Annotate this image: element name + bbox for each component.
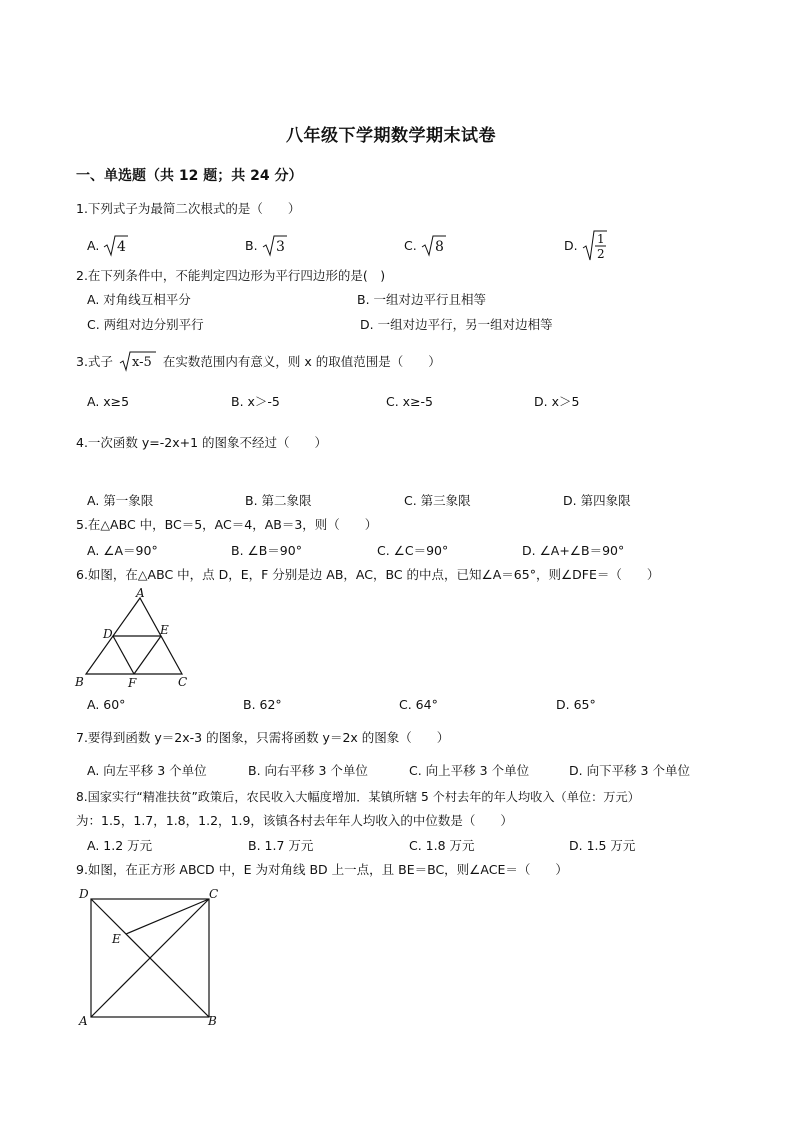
section-heading: 一、单选题（共 12 题；共 24 分） <box>76 168 303 184</box>
page-title: 八年级下学期数学期末试卷 <box>286 126 496 146</box>
question-8-option-b: B. 1.7 万元 <box>248 838 314 853</box>
question-1-option-d <box>564 228 608 265</box>
sqrt-4-expression <box>103 233 129 260</box>
square-diagonal-figure <box>72 884 224 1032</box>
question-3-prefix: 3.式子 <box>76 353 113 369</box>
figure-label-c: C <box>178 675 188 689</box>
question-2-option-b: B. 一组对边平行且相等 <box>357 292 487 307</box>
question-7-option-d: D. 向下平移 3 个单位 <box>569 763 690 778</box>
question-8-line-1: 8.国家实行“精准扶贫”政策后，农民收入大幅度增加．某镇所辖 5 个村去年的年人均收入（单位：万元） <box>76 790 640 804</box>
question-5-stem: 5.在△ABC 中，BC＝5，AC＝4，AB＝3，则（ ） <box>76 517 378 532</box>
figure-label-d: D <box>79 887 89 901</box>
figure-label-e: E <box>112 932 121 946</box>
figure-label-a: A <box>136 586 145 600</box>
question-6-option-c: C. 64° <box>399 697 438 712</box>
question-5-option-a: A. ∠A＝90° <box>87 543 158 558</box>
question-3-option-a: A. x≥5 <box>87 394 130 409</box>
svg-text:1: 1 <box>596 232 605 246</box>
question-1-stem: 1.下列式子为最简二次根式的是（ ） <box>76 201 301 216</box>
question-6-option-d: D. 65° <box>556 697 596 712</box>
question-8-option-a: A. 1.2 万元 <box>87 838 153 853</box>
figure-label-a: A <box>79 1014 88 1028</box>
figure-label-c: C <box>209 887 219 901</box>
question-4-stem: 4.一次函数 y=-2x+1 的图象不经过（ ） <box>76 435 328 450</box>
sqrt-x-minus-5-expression <box>119 350 157 375</box>
question-3-option-c: C. x≥-5 <box>386 394 434 409</box>
question-6-option-b: B. 62° <box>243 697 282 712</box>
sqrt-3-expression <box>262 233 288 260</box>
question-8-option-d: D. 1.5 万元 <box>569 838 636 853</box>
question-1-option-a <box>87 233 129 260</box>
question-8-line-2: 为：1.5，1.7，1.8，1.2，1.9，该镇各村去年年人均收入的中位数是（ ） <box>76 813 513 828</box>
question-6-stem: 6.如图，在△ABC 中，点 D，E，F 分别是边 AB，AC，BC 的中点，已知∠A＝65°，则∠DFE＝（ ） <box>76 567 660 582</box>
question-7-stem: 7.要得到函数 y＝2x-3 的图象，只需将函数 y＝2x 的图象（ ） <box>76 730 450 745</box>
question-4-option-b: B. 第二象限 <box>245 493 312 508</box>
figure-label-e: E <box>160 623 169 637</box>
svg-text:4: 4 <box>117 239 127 255</box>
option-c-label: C. <box>404 237 417 253</box>
figure-label-b: B <box>75 675 84 689</box>
question-4-option-c: C. 第三象限 <box>404 493 471 508</box>
question-1-option-b <box>245 233 288 260</box>
question-7-option-a: A. 向左平移 3 个单位 <box>87 763 207 778</box>
question-4-option-d: D. 第四象限 <box>563 493 631 508</box>
question-1-option-c <box>404 233 447 260</box>
question-6-option-a: A. 60° <box>87 697 126 712</box>
question-2-option-d: D. 一组对边平行，另一组对边相等 <box>360 317 553 332</box>
question-9-stem: 9.如图，在正方形 ABCD 中，E 为对角线 BD 上一点，且 BE＝BC，则∠ACE＝（ ） <box>76 862 568 877</box>
option-d-label: D. <box>564 237 578 253</box>
triangle-midpoint-figure <box>72 586 202 692</box>
question-2-option-c: C. 两组对边分别平行 <box>87 317 204 332</box>
question-7-option-c: C. 向上平移 3 个单位 <box>409 763 530 778</box>
sqrt-half-expression <box>582 228 608 265</box>
question-5-option-b: B. ∠B＝90° <box>231 543 302 558</box>
question-8-option-c: C. 1.8 万元 <box>409 838 475 853</box>
question-2-option-a: A. 对角线互相平分 <box>87 292 191 307</box>
svg-text:3: 3 <box>275 239 285 255</box>
figure-label-d: D <box>103 627 113 641</box>
figure-label-b: B <box>208 1014 217 1028</box>
question-3-stem <box>76 350 441 375</box>
question-3-option-b: B. x＞-5 <box>231 394 280 409</box>
svg-text:8: 8 <box>434 239 444 255</box>
svg-text:x-5: x-5 <box>131 355 152 370</box>
question-2-stem: 2.在下列条件中，不能判定四边形为平行四边形的是( ) <box>76 268 386 283</box>
sqrt-8-expression <box>421 233 447 260</box>
question-3-suffix: 在实数范围内有意义，则 x 的取值范围是（ ） <box>162 353 441 369</box>
svg-text:2: 2 <box>596 247 605 261</box>
question-5-option-d: D. ∠A+∠B＝90° <box>522 543 625 558</box>
option-a-label: A. <box>87 237 100 253</box>
figure-label-f: F <box>128 676 137 690</box>
question-5-option-c: C. ∠C＝90° <box>377 543 449 558</box>
question-7-option-b: B. 向右平移 3 个单位 <box>248 763 368 778</box>
question-4-option-a: A. 第一象限 <box>87 493 154 508</box>
question-3-option-d: D. x＞5 <box>534 394 580 409</box>
option-b-label: B. <box>245 237 258 253</box>
